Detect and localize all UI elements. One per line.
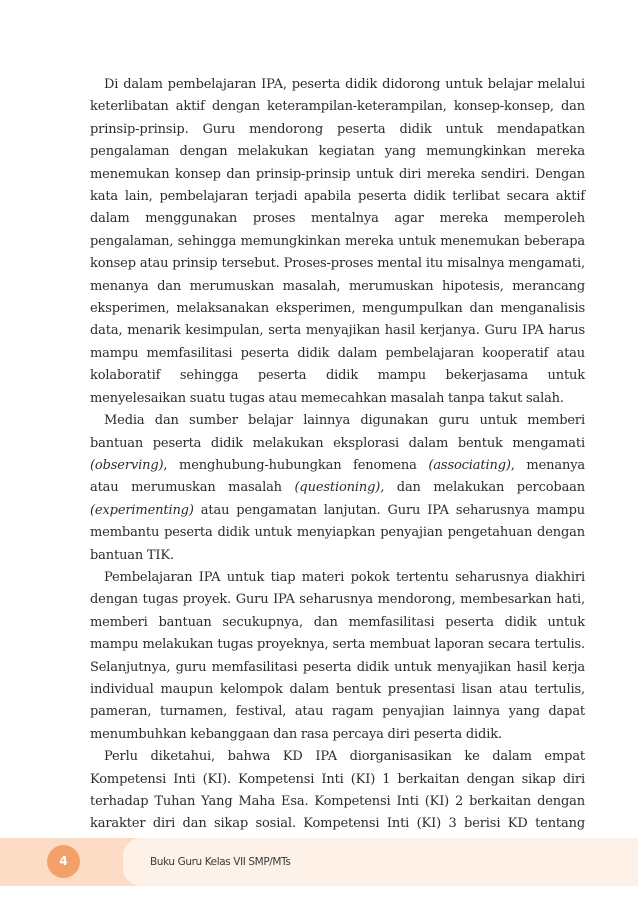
book-title: Buku Guru Kelas VII SMP/MTs xyxy=(150,856,291,868)
paragraph-2-text: atau pengamatan lanjutan. Guru IPA seharusnya mampu membantu peserta didik untuk menyiapkan penyajian pengetahuan dengan bantuan TIK. xyxy=(90,502,585,563)
paragraph-2 xyxy=(90,410,585,567)
paragraph-2-text: Media dan sumber belajar lainnya digunakan guru untuk memberi bantuan peserta didik melakukan eksplorasi dalam bentuk mengamati xyxy=(90,413,585,451)
term-observing: (observing) xyxy=(90,457,164,473)
page-number: 4 xyxy=(47,845,80,878)
paragraph-1 xyxy=(90,74,585,410)
paragraph-2-text: , menghubung-hubungkan fenomena xyxy=(163,457,429,473)
paragraph-2-text: , menanya atau merumuskan masalah xyxy=(90,457,585,496)
term-associating: (associating) xyxy=(428,457,511,473)
paragraph-3-text: Pembelajaran IPA untuk tiap materi pokok tertentu seharusnya diakhiri dengan tugas proyek. Guru IPA seharusnya mendorong, membesarkan hati, memberi bantuan secukupnya, dan memfasilitasi peserta didik untuk mampu melakukan tugas proyeknya, serta membuat laporan secara tertulis. Selanjutnya, guru memfasilitasi peserta didik untuk menyajikan hasil kerja individual maupun kelompok dalam bentuk presentasi lisan atau tertulis, pameran, turnamen, festival, atau ragam penyajian lainnya yang dapat menumbuhkan kebanggaan dan rasa percaya diri peserta didik. xyxy=(90,569,585,742)
page-body xyxy=(90,74,585,881)
paragraph-2-text: dan melakukan percobaan xyxy=(384,480,585,496)
term-questioning: (questioning), xyxy=(294,480,385,496)
term-experimenting: (experimenting) xyxy=(90,502,194,518)
paragraph-4-text: Perlu diketahui, bahwa KD IPA diorganisasikan ke dalam empat Kompetensi Inti (KI). Kompetensi Inti (KI) 1 berkaitan dengan sikap diri terhadap Tuhan Yang Maha Esa. Kompetensi Inti (KI) 2 berkaitan dengan karakter diri dan sikap sosial. Kompetensi Inti (KI) 3 berisi KD tentang xyxy=(90,749,585,832)
paragraph-1-text: Di dalam pembelajaran IPA, peserta didik didorong untuk belajar melalui keterlibatan aktif dengan keterampilan-keterampilan, konsep-konsep, dan prinsip-prinsip. Guru mendorong peserta didik untuk mendapatkan pengalaman dengan melakukan kegiatan yang memungkinkan mereka menemukan konsep dan prinsip-prinsip untuk diri mereka sendiri. Dengan kata lain, pembelajaran terjadi apabila peserta didik terlibat secara aktif dalam menggunakan proses mentalnya agar mereka memperoleh pengalaman, sehingga memungkinkan mereka untuk menemukan beberapa konsep atau prinsip tersebut. Proses-proses mental itu misalnya mengamati, menanya dan merumuskan masalah, merumuskan hipotesis, merancang eksperimen, melaksanakan eksperimen, mengumpulkan dan menganalisis data, menarik kesimpulan, serta menyajikan hasil kerjanya. Guru IPA harus mampu memfasilitasi peserta didik dalam pembelajaran kooperatif atau kolaboratif sehingga peserta didik mampu bekerjasama untuk menyelesaikan suatu tugas atau memecahkan masalah tanpa takut salah. xyxy=(90,77,585,406)
paragraph-3 xyxy=(90,567,585,746)
